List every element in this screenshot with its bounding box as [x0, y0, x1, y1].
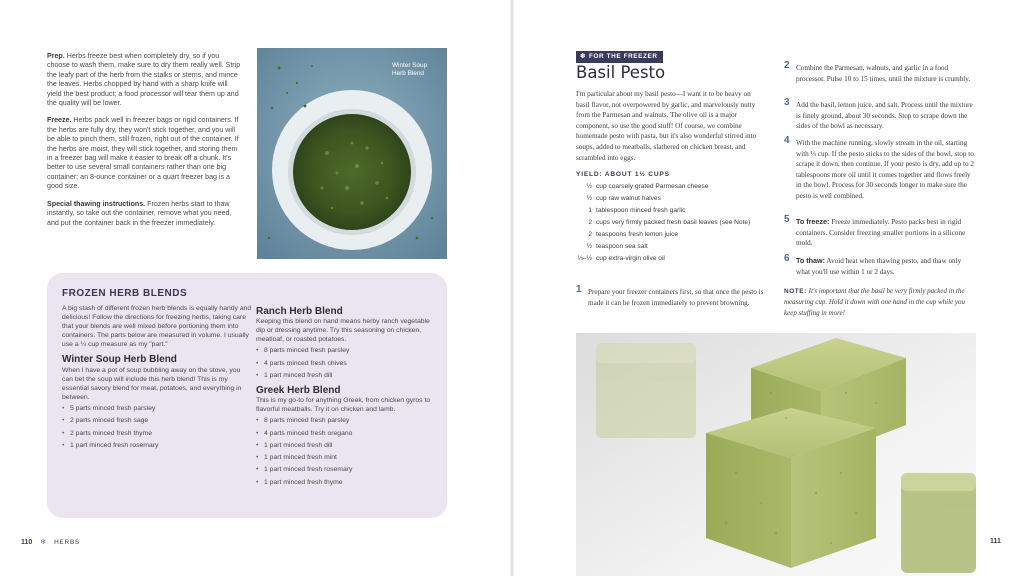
- list-item: • 1 part minced fresh rosemary: [256, 465, 436, 474]
- page-number: 111: [990, 538, 1001, 545]
- list-item: • 2 parts minced fresh thyme: [62, 429, 252, 438]
- freezing-instructions: [47, 52, 242, 236]
- step-number: 1: [576, 284, 582, 295]
- step-number: 4: [784, 135, 790, 146]
- ranch-list: [256, 346, 436, 380]
- step-number: 3: [784, 97, 790, 108]
- ingredient-list: [576, 183, 776, 267]
- greek-title: Greek Herb Blend: [256, 385, 341, 397]
- blends-column-left: [62, 304, 252, 453]
- blends-heading: FROZEN HERB BLENDS: [62, 288, 188, 299]
- ranch-title: Ranch Herb Blend: [256, 306, 343, 317]
- list-item: • 1 part minced fresh rosemary: [62, 441, 252, 450]
- step-6: 6 To thaw: Avoid heat when thawing pesto, and thaw only what you'll use within 1 or 2 days.: [784, 253, 962, 276]
- step-3: 3 Add the basil, lemon juice, and salt. Process until the mixture is finely ground, about 30 seconds. Stop to scrape down the sides of the bowl as necessary.: [784, 97, 973, 131]
- step-1: 1 Prepare your freezer containers first, so that once the pesto is made it can be frozen immediately to prevent browning.: [576, 284, 764, 307]
- list-item: • 1 part minced fresh thyme: [256, 478, 436, 487]
- ingredient-row: 2 cups very firmly packed fresh basil leaves (see Note): [588, 218, 751, 226]
- recipe-title: Basil Pesto: [576, 63, 666, 82]
- winter-soup-title: Winter Soup Herb Blend: [62, 354, 177, 366]
- page-gutter: [510, 0, 514, 576]
- step-2: 2 Combine the Parmesan, walnuts, and garlic in a food processor. Pulse 10 to 15 times, until the mixture is crumbly.: [784, 60, 971, 83]
- winter-soup-desc: When I have a pot of soup bubbling away on the stove, you can bet the soup will include this herb blend! This is my essential savory blend for meat, potatoes, and everything in between.: [62, 366, 242, 401]
- list-item: • 1 part minced fresh dill: [256, 371, 436, 380]
- freeze-paragraph: Freeze. Herbs pack well in freezer bags or rigid containers. If the herbs are fully dry, they won't stick together, and you will be able to pinch them, still frozen, right out of the container. If the herbs are moist, they will stick together, and storing them in a freezer bag will make it easier to break off a chunk. It's better to use several small containers rather than one big container; an 8-ounce container or a quart freezer bag is a good size.: [47, 116, 239, 191]
- step-5: 5 To freeze: Freeze immediately. Pesto packs best in rigid containers. Consider freezing smaller portions in a silicone mold.: [784, 214, 966, 248]
- list-item: • 8 parts minced fresh parsley: [256, 416, 436, 425]
- ingredient-row: ⅓–½ cup extra-virgin olive oil: [577, 254, 665, 262]
- left-folio: [21, 538, 80, 546]
- snowflake-icon: ❄: [40, 539, 47, 546]
- ingredient-row: ½ teaspoon sea salt: [586, 242, 648, 250]
- list-item: • 8 parts minced fresh parsley: [256, 346, 436, 355]
- step-number: 6: [784, 253, 790, 264]
- pesto-cubes-photo: [576, 333, 976, 576]
- ingredient-row: 1 tablespoon minced fresh garlic: [588, 206, 686, 214]
- list-item: • 2 parts minced fresh sage: [62, 416, 252, 425]
- greek-desc: This is my go-to for anything Greek, from chicken gyros to flavorful meatballs. Try it on chicken and lamb.: [256, 397, 431, 414]
- list-item: • 5 parts minced fresh parsley: [62, 404, 252, 413]
- ingredient-row: 2 teaspoons fresh lemon juice: [588, 230, 679, 238]
- step-4: 4 With the machine running, slowly stream in the oil, starting with ⅓ cup. If the pesto sticks to the sides of the bowl, stop to scrape it down, then continue. If your pesto is dry, add up to 2 tablespoons more oil until it comes together and flows freely in the bowl. Process for 30 seconds longer to make sure the pesto is well combined.: [784, 135, 974, 200]
- thawing-paragraph: Special thawing instructions. Frozen herbs start to thaw instantly, so take out the container, remove what you need, and put the container back in the freezer immediately.: [47, 199, 232, 227]
- recipe-intro: I'm particular about my basil pesto—I want it to be heavy on basil flavor, not overpowered by garlic, and marvelously nutty from the Parmesan and walnuts. The olive oil is a major component, so use the good stuff! Of course, we combine homemade pesto with pasta, but it's also wonderful stirred into soups, added to meatballs, slathered on chicken breast, and scrambled into eggs.: [576, 90, 757, 162]
- greek-list: [256, 416, 436, 487]
- ingredient-row: ½ cup raw walnut halves: [586, 194, 661, 202]
- winter-soup-list: [62, 404, 252, 450]
- recipe-note: NOTE: It's important that the basil be very firmly packed in the measuring cup. Hold it down with one hand in the cup while you keep stuffing in more!: [784, 287, 966, 317]
- ranch-desc: Keeping this blend on hand means herby ranch vegetable dip or dressing anytime. Try this seasoning on chicken, meatloaf, or roasted potatoes.: [256, 318, 430, 344]
- list-item: • 4 parts minced fresh chives: [256, 359, 436, 368]
- snowflake-icon: ❄: [580, 53, 586, 60]
- prep-paragraph: Prep. Herbs freeze best when completely dry, so if you choose to wash them, make sure to dry them really well. Strip the leafy part of the herb from the stalks or stems, and mince the leaves. Herbs chopped by hand with a sharp knife will yield the best product; a food processor will tear them up and the quality will be lower.: [47, 52, 241, 108]
- freezer-tag: ❄ FOR THE FREEZER: [576, 51, 663, 63]
- running-head: HERBS: [54, 539, 81, 546]
- list-item: • 1 part minced fresh dill: [256, 441, 436, 450]
- blends-column-right: [256, 301, 436, 490]
- step-number: 5: [784, 214, 790, 225]
- page-number: 110: [21, 539, 33, 546]
- list-item: • 4 parts minced fresh oregano: [256, 429, 436, 438]
- blends-intro: A big stash of different frozen herb blends is equally handy and delicious! Follow the directions for freezing herbs, taking care that your blends are well mixed before portioning them into containers. The parts below are measured in volume. I usually use a ¼ cup measure as my "part.": [62, 305, 252, 349]
- list-item: • 1 part minced fresh mint: [256, 453, 436, 462]
- photo-caption: Winter Soup Herb Blend: [392, 62, 428, 77]
- step-number: 2: [784, 60, 790, 71]
- ingredient-row: ½ cup coarsely grated Parmesan cheese: [586, 183, 709, 190]
- recipe-yield: YIELD: ABOUT 1½ CUPS: [576, 171, 670, 178]
- herb-blend-photo: [257, 48, 447, 259]
- herb-blends-box: [47, 273, 447, 518]
